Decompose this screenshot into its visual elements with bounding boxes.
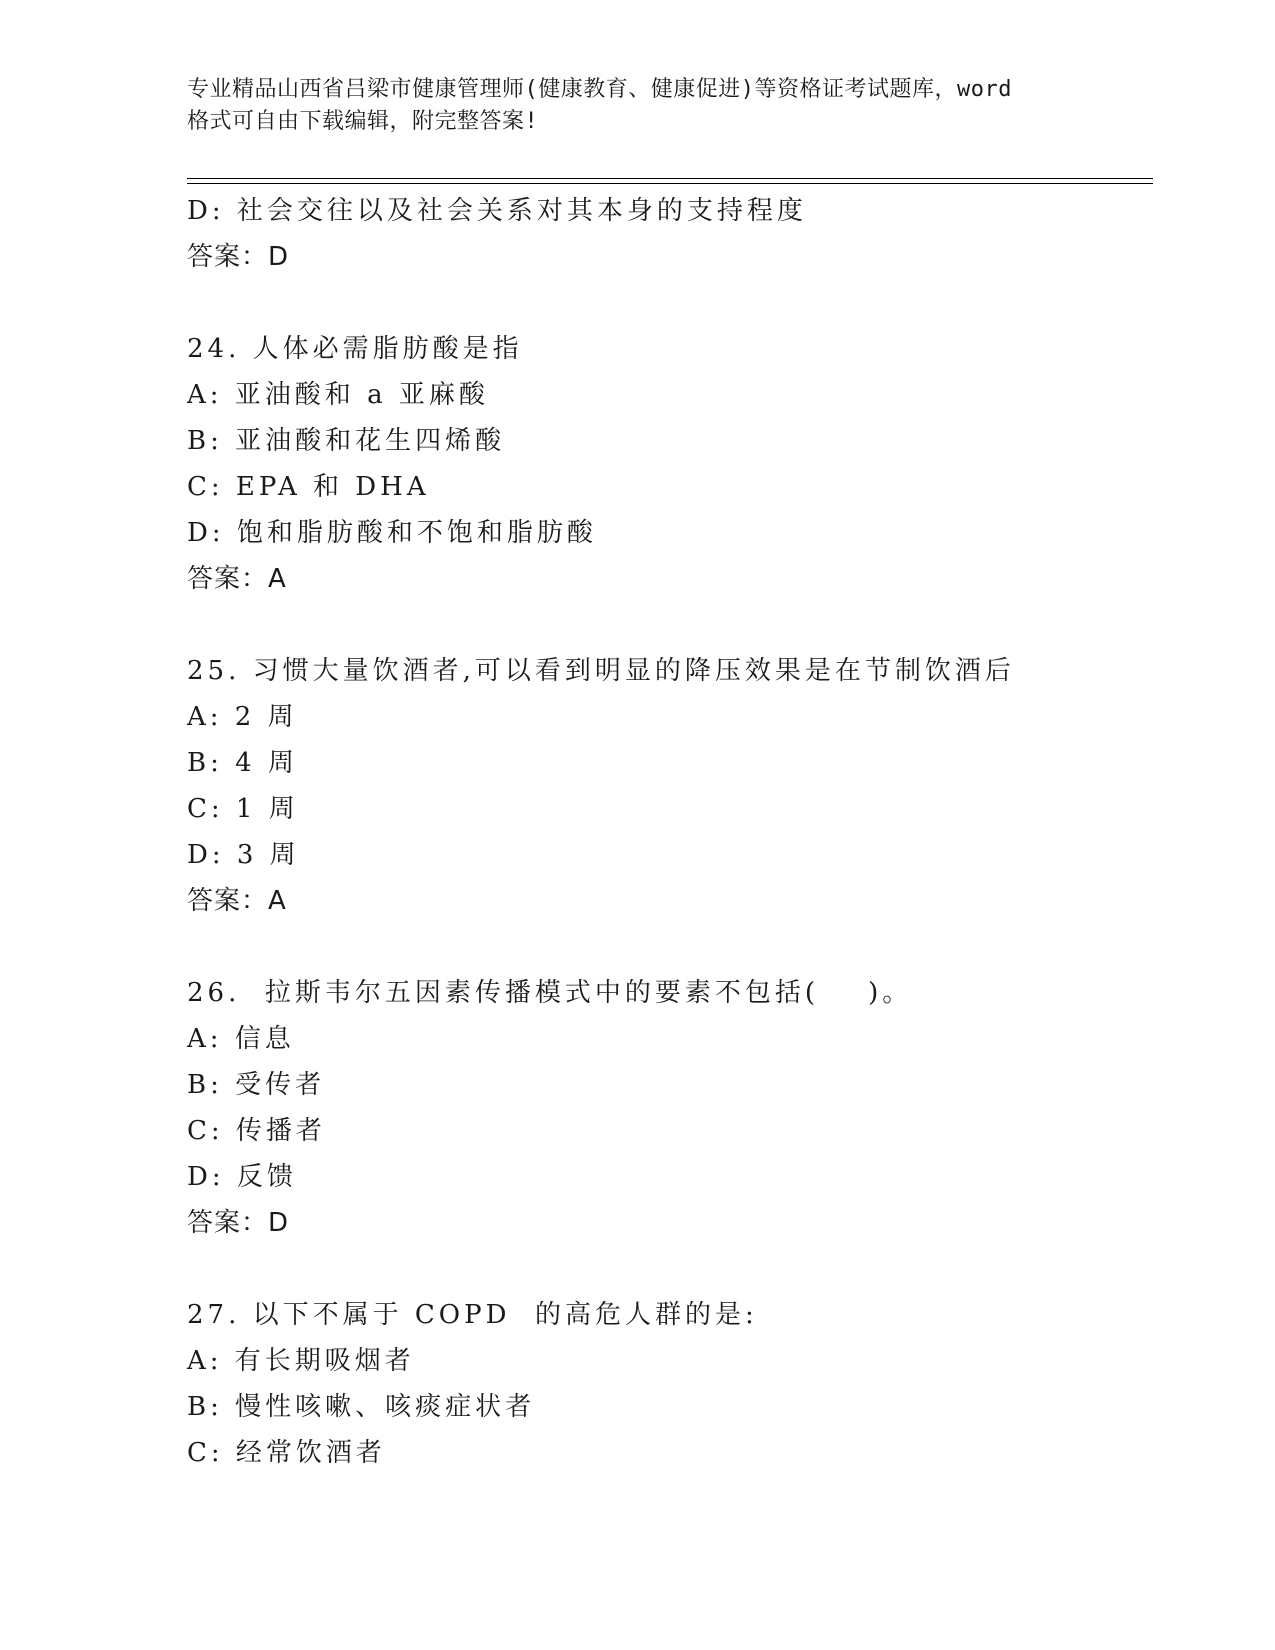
- spacer: [187, 602, 1153, 648]
- question-25-option-c: C: 1 周: [187, 794, 299, 824]
- question-25-stem: 25. 习惯大量饮酒者,可以看到明显的降压效果是在节制饮酒后: [187, 656, 1015, 686]
- question-26-answer: 答案：D: [187, 1208, 290, 1238]
- spacer: [187, 1246, 1153, 1292]
- question-26-option-b: B: 受传者: [187, 1070, 326, 1100]
- question-24-stem: 24. 人体必需脂肪酸是指: [187, 334, 523, 364]
- question-26-stem: 26. 拉斯韦尔五因素传播模式中的要素不包括( )。: [187, 978, 913, 1008]
- prev-answer: 答案：D: [187, 242, 290, 272]
- question-27-option-a: A: 有长期吸烟者: [187, 1346, 415, 1376]
- question-24-option-d: D: 饱和脂肪酸和不饱和脂肪酸: [187, 518, 597, 548]
- header-line-1: 专业精品山西省吕梁市健康管理师(健康教育、健康促进)等资格证考试题库，word: [187, 77, 1012, 102]
- header-divider-top: [187, 178, 1153, 179]
- question-25-option-a: A: 2 周: [187, 702, 298, 732]
- question-25-answer: 答案：A: [187, 886, 287, 916]
- header-line-2: 格式可自由下载编辑，附完整答案!: [187, 109, 539, 134]
- question-24-option-b: B: 亚油酸和花生四烯酸: [187, 426, 506, 456]
- question-26-option-a: A: 信息: [187, 1024, 295, 1054]
- question-26-option-c: C: 传播者: [187, 1116, 326, 1146]
- question-27-option-b: B: 慢性咳嗽、咳痰症状者: [187, 1392, 536, 1422]
- question-list: [187, 188, 1153, 1476]
- question-24-answer: 答案：A: [187, 564, 287, 594]
- spacer: [187, 280, 1153, 326]
- question-25-option-d: D: 3 周: [187, 840, 300, 870]
- question-24-option-c: C: EPA 和 DHA: [187, 472, 430, 502]
- spacer: [187, 924, 1153, 970]
- question-27-stem: 27. 以下不属于 COPD 的高危人群的是:: [187, 1300, 758, 1330]
- question-24-option-a: A: 亚油酸和 a 亚麻酸: [187, 380, 489, 410]
- prev-option-d: D: 社会交往以及社会关系对其本身的支持程度: [187, 196, 807, 226]
- header-divider-bottom: [187, 183, 1153, 184]
- document-header: [187, 74, 1107, 138]
- question-26-option-d: D: 反馈: [187, 1162, 297, 1192]
- question-27-option-c: C: 经常饮酒者: [187, 1438, 386, 1468]
- question-25-option-b: B: 4 周: [187, 748, 298, 778]
